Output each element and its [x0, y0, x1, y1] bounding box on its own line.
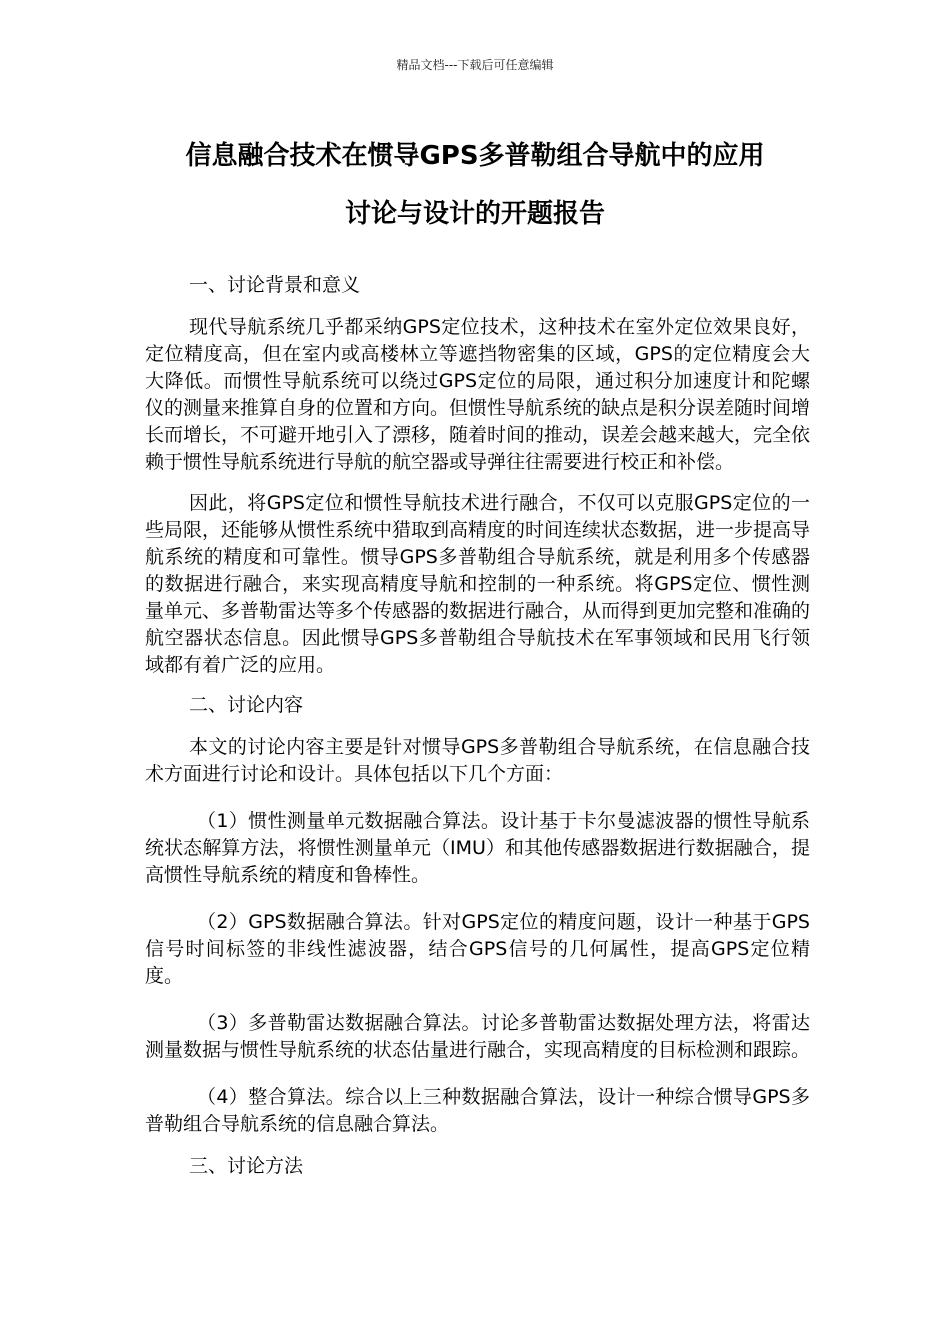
paragraph-background-2: 因此，将GPS定位和惯性导航技术进行融合，不仅可以克服GPS定位的一些局限，还能够从惯性系统中猎取到高精度的时间连续状态数据，进一步提高导航系统的精度和可靠性。惯导GPS多普勒组合导航系统，就是利用多个传感器的数据进行融合，来实现高精度导航和控制的一种系统。将GPS定位、惯性测量单元、多普勒雷达等多个传感器的数据进行融合，从而得到更加完整和准确的航空器状态信息。因此惯导GPS多普勒组合导航技术在军事领域和民用飞行领域都有着广泛的应用。	[145, 492, 811, 676]
document-body	[145, 272, 810, 1180]
list-item-integration: （4）整合算法。综合以上三种数据融合算法，设计一种综合惯导GPS多普勒组合导航系统的信息融合算法。	[145, 1086, 810, 1135]
document-title-line-2: 讨论与设计的开题报告	[344, 199, 605, 229]
list-item-imu-fusion: （1）惯性测量单元数据融合算法。设计基于卡尔曼滤波器的惯性导航系统状态解算方法，将惯性测量单元（IMU）和其他传感器数据进行数据融合，提高惯性导航系统的精度和鲁棒性。	[145, 810, 810, 886]
list-item-gps-fusion: （2）GPS数据融合算法。针对GPS定位的精度问题，设计一种基于GPS信号时间标签的非线性滤波器，结合GPS信号的几何属性，提高GPS定位精度。	[145, 911, 810, 987]
list-item-doppler-fusion: （3）多普勒雷达数据融合算法。讨论多普勒雷达数据处理方法，将雷达测量数据与惯性导航系统的状态估量进行融合，实现高精度的目标检测和跟踪。	[145, 1012, 811, 1061]
section-heading-method: 三、讨论方法	[189, 1155, 304, 1177]
paragraph-content-intro: 本文的讨论内容主要是针对惯导GPS多普勒组合导航系统，在信息融合技术方面进行讨论和设计。具体包括以下几个方面：	[145, 736, 810, 785]
header-note: 精品文档---下载后可任意编辑	[396, 58, 554, 72]
document-title-line-1: 信息融合技术在惯导GPS多普勒组合导航中的应用	[185, 141, 765, 171]
section-heading-content: 二、讨论内容	[189, 694, 304, 716]
paragraph-background-1: 现代导航系统几乎都采纳GPS定位技术，这种技术在室外定位效果良好，定位精度高，但在室内或高楼林立等遮挡物密集的区域，GPS的定位精度会大大降低。而惯性导航系统可以绕过GPS定位的局限，通过积分加速度计和陀螺仪的测量来推算自身的位置和方向。但惯性导航系统的缺点是积分误差随时间增长而增长，不可避开地引入了漂移，随着时间的推动，误差会越来越大，完全依赖于惯性导航系统进行导航的航空器或导弹往往需要进行校正和补偿。	[145, 316, 811, 473]
section-heading-background: 一、讨论背景和意义	[189, 274, 361, 296]
